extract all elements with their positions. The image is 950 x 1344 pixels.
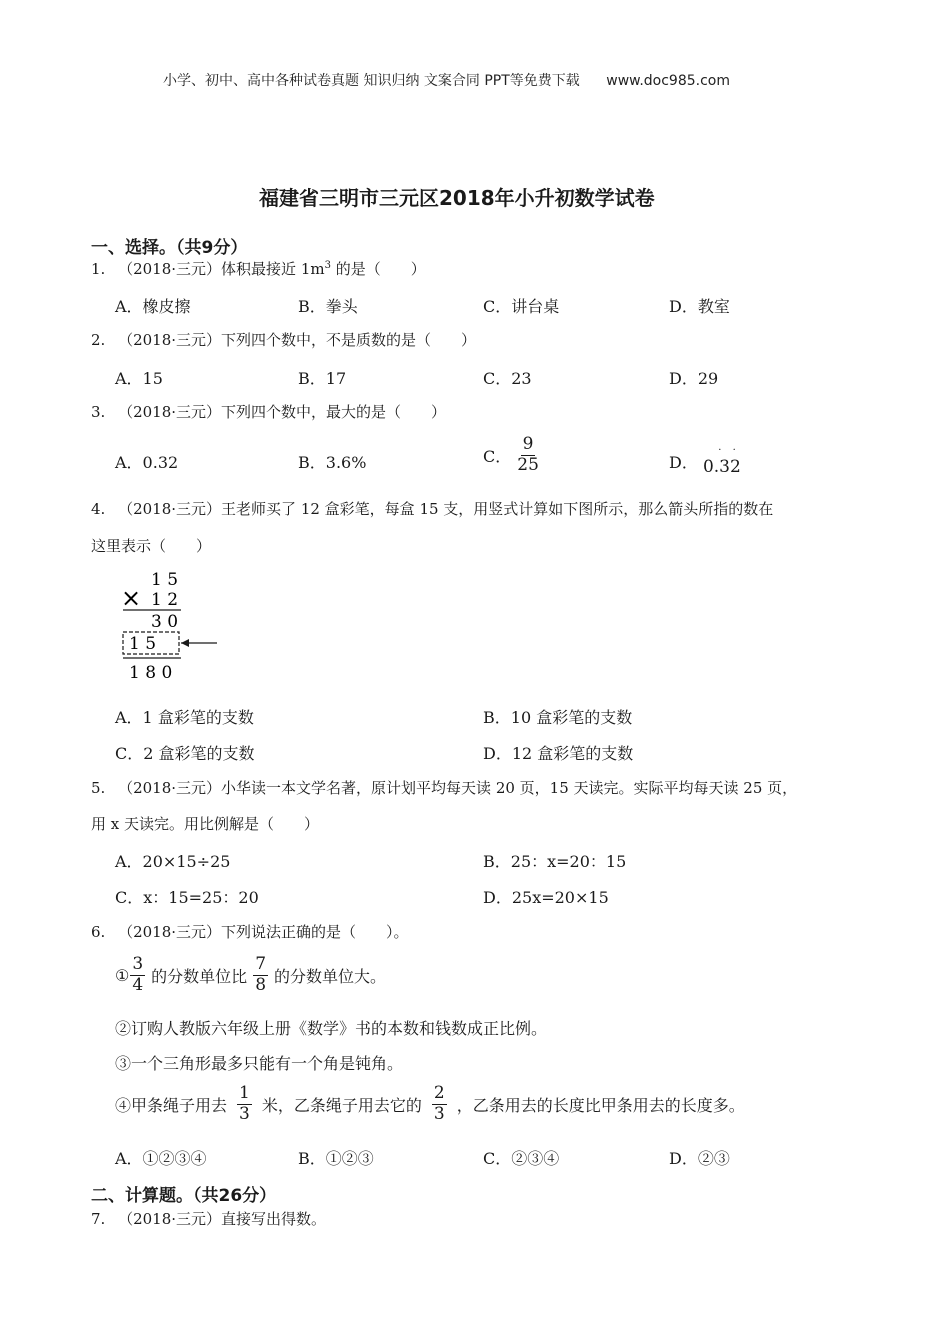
q3-option-c — [483, 436, 545, 475]
q5-option-a: A．20×15÷25 — [115, 852, 231, 871]
q5-text: 小华读一本文学名著，原计划平均每天读 20 页，15 天读完。实际平均每天读 25 页， — [221, 779, 798, 797]
q4-option-b: B．10 盒彩笔的支数 — [483, 708, 633, 727]
times-sign: × — [121, 584, 142, 612]
q3-option-b: B．3.6% — [298, 453, 367, 472]
q7-source: （2018·三元） — [118, 1210, 222, 1228]
q3-option-d — [669, 445, 741, 477]
statement1-middle: 的分数单位比 — [151, 966, 248, 986]
statement-mark: ① — [115, 965, 130, 985]
fraction-denominator: 3 — [239, 1103, 250, 1124]
q3-number: 3. — [91, 403, 106, 421]
q4-text-line2: 这里表示（ ） — [91, 537, 212, 555]
q3-option-d-label: D． — [669, 453, 698, 472]
page-title: 福建省三明市三元区2018年小升初数学试卷 — [259, 186, 655, 210]
fraction-numerator: 7 — [255, 954, 267, 974]
q6-number: 6. — [91, 923, 106, 941]
fraction-denominator: 25 — [517, 454, 539, 475]
q6-statement-2: ②订购人教版六年级上册《数学》书的本数和钱数成正比例。 — [115, 1019, 548, 1038]
fraction-numerator: 2 — [433, 1083, 445, 1103]
q7-number: 7. — [91, 1210, 106, 1228]
q2-option-b: B．17 — [298, 369, 347, 388]
fraction-denominator: 8 — [255, 974, 267, 995]
statement4-fraction-1 — [237, 1085, 252, 1124]
q6-option-b: B．①②③ — [298, 1149, 374, 1168]
q1-option-a: A．橡皮擦 — [115, 297, 191, 316]
question-3 — [91, 401, 446, 422]
q5-number: 5. — [91, 779, 106, 797]
header-text: 小学、初中、高中各种试卷真题 知识归纳 文案合同 PPT等免费下载 — [163, 73, 580, 89]
q2-number: 2. — [91, 331, 106, 349]
q4-text: 王老师买了 12 盒彩笔，每盒 15 支，用竖式计算如下图所示，那么箭头所指的数在 — [221, 500, 774, 518]
q6-option-c: C．②③④ — [483, 1149, 560, 1168]
repeating-decimal-value: 0.32 — [702, 457, 741, 477]
q6-statement-1 — [115, 956, 386, 995]
q5-option-b: B．25：x=20：15 — [483, 852, 627, 871]
question-4 — [91, 498, 773, 519]
fraction-numerator: 9 — [522, 434, 534, 454]
fraction-numerator: 3 — [132, 954, 144, 974]
page-header — [163, 70, 730, 90]
q1-option-c: C．讲台桌 — [483, 297, 560, 316]
q4-source: （2018·三元） — [118, 500, 222, 518]
fraction-numerator: 1 — [239, 1083, 250, 1103]
q2-source: （2018·三元） — [118, 331, 222, 349]
question-1 — [91, 258, 426, 279]
q1-option-b: B．拳头 — [298, 297, 358, 316]
question-2 — [91, 329, 476, 350]
q5-text-line2: 用 x 天读完。用比例解是（ ） — [91, 815, 319, 833]
q3-source: （2018·三元） — [118, 403, 222, 421]
calc-row3: 3 0 — [151, 612, 179, 632]
statement4-middle: 米，乙条绳子用去它的 — [261, 1095, 422, 1115]
multiplication-diagram — [115, 565, 221, 683]
q6-text: 下列说法正确的是（ ）。 — [221, 923, 409, 941]
arrow-head-icon — [181, 639, 189, 647]
q5-source: （2018·三元） — [118, 779, 222, 797]
calc-row5: 1 8 0 — [129, 663, 173, 683]
q1-superscript: 3 — [324, 260, 331, 271]
q3-option-c-label: C． — [483, 446, 512, 466]
repeating-dots: · · — [718, 445, 740, 456]
q1-number: 1. — [91, 260, 106, 278]
q4-option-d: D．12 盒彩笔的支数 — [483, 744, 634, 763]
q1-source: （2018·三元） — [118, 260, 222, 278]
q6-source: （2018·三元） — [118, 923, 222, 941]
statement1-end: 的分数单位大。 — [274, 966, 387, 986]
section1-title: 一、选择。（共9分） — [91, 238, 248, 258]
q6-option-a: A．①②③④ — [115, 1149, 207, 1168]
q6-statement-4 — [115, 1085, 745, 1124]
q2-option-a: A．15 — [115, 369, 163, 388]
question-5 — [91, 777, 797, 798]
q5-option-d: D．25x=20×15 — [483, 888, 609, 907]
q4-option-c: C．2 盒彩笔的支数 — [115, 744, 255, 763]
repeating-decimal — [702, 445, 741, 477]
calc-row2: 1 2 — [151, 590, 179, 610]
q5-option-c: C．x：15=25：20 — [115, 888, 259, 907]
fraction-denominator: 4 — [132, 974, 144, 995]
calc-row1: 1 5 — [151, 570, 179, 590]
statement1-fraction-1 — [130, 956, 145, 995]
header-url[interactable]: www.doc985.com — [606, 73, 730, 89]
q2-option-c: C．23 — [483, 369, 532, 388]
statement1-fraction-2 — [253, 956, 268, 995]
statement4-end: ，乙条用去的长度比甲条用去的长度多。 — [456, 1095, 745, 1115]
q1-tail: 的是（ ） — [330, 260, 426, 278]
q3-text: 下列四个数中，最大的是（ ） — [221, 403, 447, 421]
vertical-multiplication-figure — [115, 565, 221, 683]
q7-text: 直接写出得数。 — [221, 1210, 327, 1228]
q3-option-c-fraction — [517, 436, 539, 475]
question-6 — [91, 921, 409, 942]
fraction-denominator: 3 — [433, 1103, 445, 1124]
q1-text: 体积最接近 1m — [221, 260, 325, 278]
q6-statement-3: ③一个三角形最多只能有一个角是钝角。 — [115, 1054, 404, 1073]
q4-option-a: A．1 盒彩笔的支数 — [115, 708, 254, 727]
q4-number: 4. — [91, 500, 106, 518]
section2-title: 二、计算题。（共26分） — [91, 1186, 277, 1206]
statement4-start: ④甲条绳子用去 — [115, 1095, 228, 1115]
q1-option-d: D．教室 — [669, 297, 730, 316]
q2-option-d: D．29 — [669, 369, 719, 388]
question-7 — [91, 1208, 326, 1229]
q3-option-a: A．0.32 — [115, 453, 179, 472]
q6-option-d: D．②③ — [669, 1149, 730, 1168]
statement4-fraction-2 — [432, 1085, 447, 1124]
calc-row4: 1 5 — [129, 634, 157, 654]
q2-text: 下列四个数中，不是质数的是（ ） — [221, 331, 477, 349]
